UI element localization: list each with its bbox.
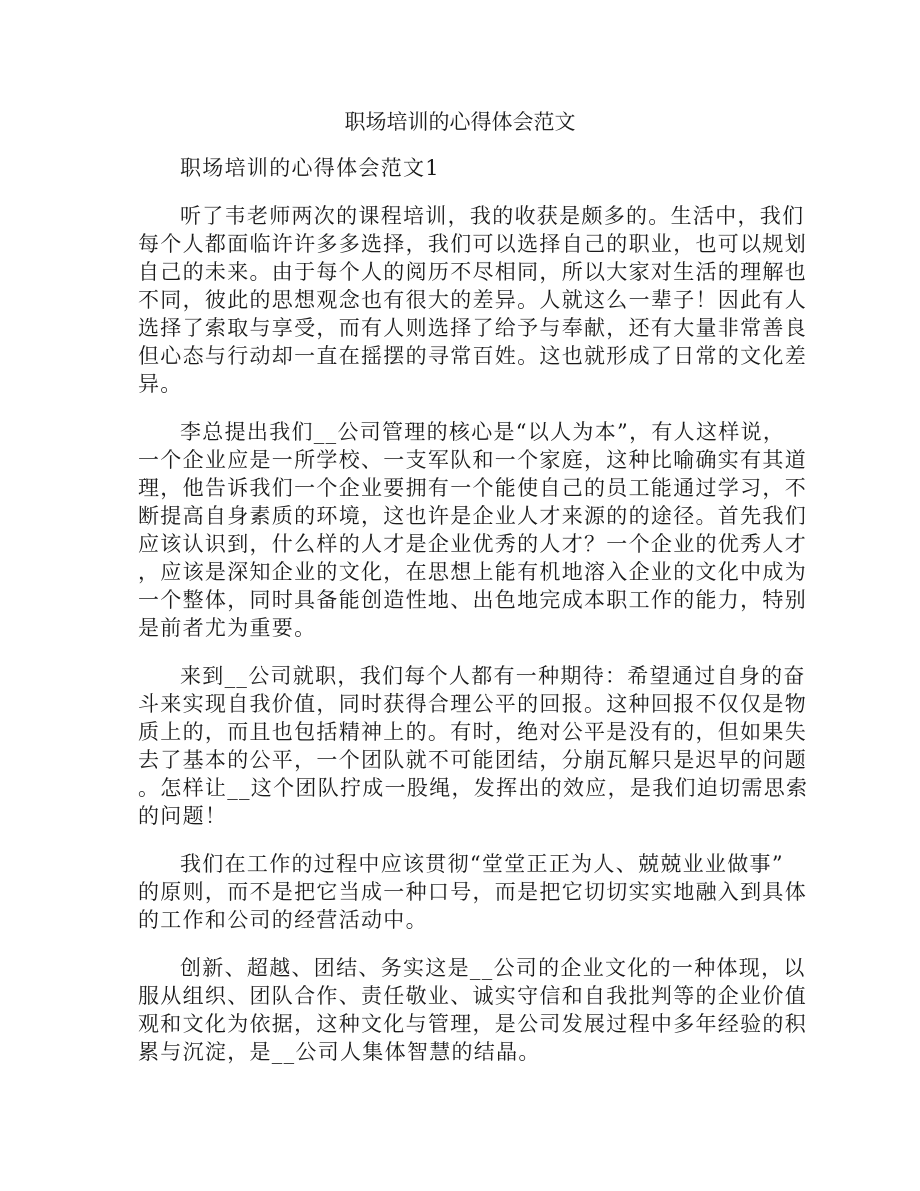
paragraph-line: 服从组织、团队合作、责任敬业、诚实守信和自我批判等的企业价值: [138, 984, 807, 1008]
paragraph-line: ，应该是深知企业的文化，在思想上能有机地溶入企业的文化中成为: [138, 560, 807, 584]
paragraph-line: 每个人都面临许许多多选择，我们可以选择自己的职业，也可以规划: [138, 232, 807, 256]
paragraph-line: 观和文化为依据，这种文化与管理，是公司发展过程中多年经验的积: [138, 1012, 807, 1036]
paragraph-line: 的工作和公司的经营活动中。: [138, 908, 428, 932]
paragraph-line: 来到__公司就职，我们每个人都有一种期待：希望通过自身的奋: [180, 664, 806, 688]
paragraph-line: 异。: [138, 372, 183, 396]
paragraph-line: 的原则，而不是把它当成一种口号，而是把它切切实实地融入到具体: [138, 880, 807, 904]
document-title: 职场培训的心得体会范文: [344, 110, 576, 134]
paragraph-line: 一个整体，同时具备能创造性地、出色地完成本职工作的能力，特别: [138, 588, 807, 612]
section-heading: 职场培训的心得体会范文1: [180, 156, 440, 180]
paragraph-line: 但心态与行动却一直在摇摆的寻常百姓。这也就形成了日常的文化差: [138, 344, 807, 368]
paragraph-line: 自己的未来。由于每个人的阅历不尽相同，所以大家对生活的理解也: [138, 260, 807, 284]
paragraph-line: 是前者尤为重要。: [138, 616, 317, 640]
paragraph-line: 应该认识到，什么样的人才是企业优秀的人才？一个企业的优秀人才: [138, 532, 807, 556]
paragraph-line: 听了韦老师两次的课程培训，我的收获是颇多的。生活中，我们: [180, 204, 805, 228]
paragraph-line: 选择了索取与享受，而有人则选择了给予与奉献，还有大量非常善良: [138, 316, 807, 340]
paragraph-line: 的问题！: [138, 804, 228, 828]
paragraph-line: 斗来实现自我价值，同时获得合理公平的回报。这种回报不仅仅是物: [138, 692, 807, 716]
paragraph-line: 。怎样让__这个团队拧成一股绳，发挥出的效应，是我们迫切需思索: [138, 776, 809, 800]
paragraph-line: 一个企业应是一所学校、一支军队和一个家庭，这种比喻确实有其道: [138, 448, 807, 472]
paragraph-line: 创新、超越、团结、务实这是__公司的企业文化的一种体现，以: [180, 956, 806, 980]
paragraph-line: 累与沉淀，是__公司人集体智慧的结晶。: [138, 1040, 541, 1064]
paragraph-line: 断提高自身素质的环境，这也许是企业人才来源的的途径。首先我们: [138, 504, 807, 528]
paragraph-line: 我们在工作的过程中应该贯彻“堂堂正正为人、兢兢业业做事”: [180, 852, 784, 876]
paragraph-line: 理，他告诉我们一个企业要拥有一个能使自己的员工能通过学习，不: [138, 476, 807, 500]
paragraph-line: 去了基本的公平，一个团队就不可能团结，分崩瓦解只是迟早的问题: [138, 748, 807, 772]
paragraph-line: 不同，彼此的思想观念也有很大的差异。人就这么一辈子！因此有人: [138, 288, 807, 312]
paragraph-line: 质上的，而且也包括精神上的。有时，绝对公平是没有的，但如果失: [138, 720, 807, 744]
paragraph-line: 李总提出我们__公司管理的核心是“以人为本”，有人这样说，: [180, 420, 786, 444]
